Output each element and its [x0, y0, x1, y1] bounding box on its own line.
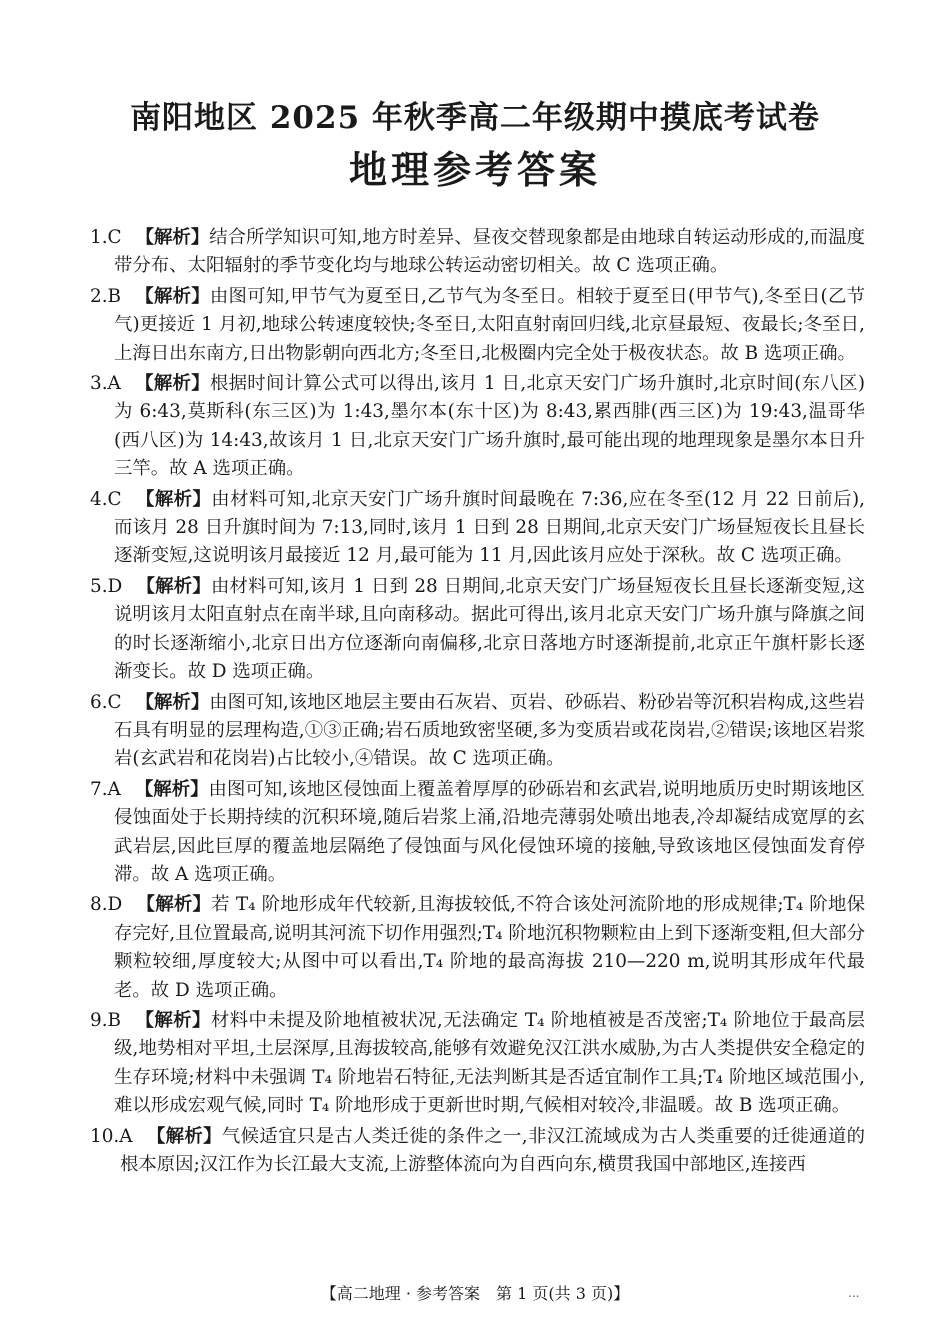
analysis-tag: 【解析】 — [134, 778, 209, 800]
item-answer: C — [107, 488, 122, 510]
analysis-text: 若 T₄ 阶地形成年代较新,且海拔较低,不符合该处河流阶地的形成规律;T₄ 阶地保存完好,且位置最高,说明其河流下切作用强烈;T₄ 阶地沉积物颗粒由上到下逐渐变粗,但大部分颗粒较细,厚度较大;从图中可以看出,T₄ 阶地的最高海拔 210—220 m,说明其形成年代最老。故 D 选项正确。 — [114, 894, 865, 1001]
answer-item-10 — [90, 1123, 865, 1180]
analysis-tag: 【解析】 — [135, 488, 212, 510]
answer-item-5 — [90, 573, 865, 687]
analysis-tag: 【解析】 — [135, 285, 210, 307]
corner-mark: ... — [848, 1286, 860, 1300]
analysis-text: 由图可知,该地区地层主要由石灰岩、页岩、砂砾岩、粉砂岩等沉积岩构成,这些岩石具有明显的层理构造,①③正确;岩石质地致密坚硬,多为变质岩或花岗岩,②错误;该地区岩浆岩(玄武岩和花岗岩)占比较小,④错误。故 C 选项正确。 — [114, 691, 865, 770]
item-answer: D — [107, 575, 123, 597]
item-number: 3. — [90, 373, 108, 395]
answer-item-7 — [90, 776, 865, 890]
answer-list — [90, 224, 865, 1181]
answer-item-9 — [90, 1007, 865, 1121]
answer-item-1 — [90, 224, 865, 281]
analysis-text: 结合所学知识可知,地方时差异、昼夜交替现象都是由地球自转运动形成的,而温度带分布、太阳辐射的季节变化均与地球公转运动密切相关。故 C 选项正确。 — [114, 227, 865, 277]
analysis-tag: 【解析】 — [136, 894, 212, 916]
analysis-tag: 【解析】 — [146, 1125, 222, 1147]
answer-item-3 — [90, 370, 865, 484]
analysis-text: 根据时间计算公式可以得出,该月 1 日,北京天安门广场升旗时,北京时间(东八区)为 6:43,莫斯科(东三区)为 1:43,墨尔本(东十区)为 8:43,累西腓(西三区)为 19:43,温哥华(西八区)为 14:43,故该月 1 日,北京天安门广场升旗时,最可能出现的地理现象是墨尔本日升三竿。故 A 选项正确。 — [114, 373, 865, 480]
analysis-text: 气候适宜只是古人类迁徙的条件之一,非汉江流域成为古人类重要的迁徙通道的根本原因;汉江作为长江最大支流,上游整体流向为自西向东,横贯我国中部地区,连接西 — [120, 1125, 865, 1175]
analysis-text: 由材料可知,北京天安门广场升旗时间最晚在 7:36,应在冬至(12 月 22 日前后),而该月 28 日升旗时间为 7:13,同时,该月 1 日到 28 日期间,北京天安门广场昼短夜长且昼长逐渐变短,这说明该月最接近 12 月,最可能为 11 月,因此该月应处于深秋。故 C 选项正确。 — [114, 488, 865, 567]
analysis-text: 材料中未提及阶地植被状况,无法确定 T₄ 阶地植被是否茂密;T₄ 阶地位于最高层级,地势相对平坦,土层深厚,且海拔较高,能够有效避免汉江洪水威胁,为古人类提供安全稳定的生存环境;材料中未强调 T₄ 阶地岩石特征,无法判断其是否适宜制作工具;T₄ 阶地区域范围小,难以形成宏观气候,同时 T₄ 阶地形成于更新世时期,气候相对较冷,非温暖。故 B 选项正确。 — [114, 1009, 865, 1117]
page-footer: 【高二地理 · 参考答案 第 1 页(共 3 页)】 — [320, 1284, 630, 1303]
item-answer: D — [107, 894, 123, 916]
item-number: 8. — [90, 894, 108, 916]
item-answer: A — [107, 373, 121, 395]
item-number: 6. — [90, 691, 108, 713]
item-number: 4. — [90, 488, 108, 510]
answer-item-2 — [90, 283, 865, 368]
analysis-tag: 【解析】 — [135, 1009, 211, 1031]
item-answer: C — [107, 691, 122, 713]
answer-item-6 — [90, 689, 865, 774]
item-number: 2. — [90, 285, 108, 307]
item-number: 9. — [90, 1009, 108, 1031]
analysis-text: 由图可知,该地区侵蚀面上覆盖着厚厚的砂砾岩和玄武岩,说明地质历史时期该地区侵蚀面处于长期持续的沉积环境,随后岩浆上涌,沿地壳薄弱处喷出地表,冷却凝结成宽厚的玄武岩层,因此巨厚的覆盖地层隔绝了侵蚀面与风化侵蚀环境的接触,导致该地区侵蚀面发育停滞。故 A 选项正确。 — [114, 778, 865, 885]
item-answer: A — [107, 778, 121, 800]
item-answer: C — [107, 227, 122, 248]
analysis-text: 由材料可知,该月 1 日到 28 日期间,北京天安门广场昼短夜长且昼长逐渐变短,这说明该月太阳直射点在南半球,且向南移动。据此可得出,该月北京天安门广场升旗与降旗之间的时长逐渐缩小,北京日出方位逐渐向南偏移,北京日落地方时逐渐提前,北京正午旗杆影长逐渐变长。故 D 选项正确。 — [114, 575, 865, 683]
analysis-tag: 【解析】 — [135, 691, 210, 713]
answer-item-8 — [90, 891, 865, 1005]
answer-key-subtitle: 地理参考答案 — [348, 147, 601, 192]
answer-item-4 — [90, 486, 865, 571]
item-number: 10. — [90, 1125, 120, 1147]
item-number: 7. — [90, 778, 108, 800]
exam-title: 南阳地区 2025 年秋季高二年级期中摸底考试卷 — [130, 100, 820, 136]
item-answer: B — [107, 285, 122, 307]
analysis-tag: 【解析】 — [135, 227, 210, 248]
analysis-tag: 【解析】 — [134, 373, 210, 395]
item-answer: A — [119, 1125, 133, 1147]
item-number: 5. — [90, 575, 108, 597]
item-number: 1. — [90, 227, 108, 248]
analysis-text: 由图可知,甲节气为夏至日,乙节气为冬至日。相较于夏至日(甲节气),冬至日(乙节气)更接近 1 月初,地球公转速度较快;冬至日,太阳直射南回归线,北京昼最短、夜最长;冬至日,上海日出东南方,日出物影朝向西北方;冬至日,北极圈内完全处于极夜状态。故 B 选项正确。 — [114, 285, 865, 364]
item-answer: B — [107, 1009, 122, 1031]
analysis-tag: 【解析】 — [136, 575, 211, 597]
